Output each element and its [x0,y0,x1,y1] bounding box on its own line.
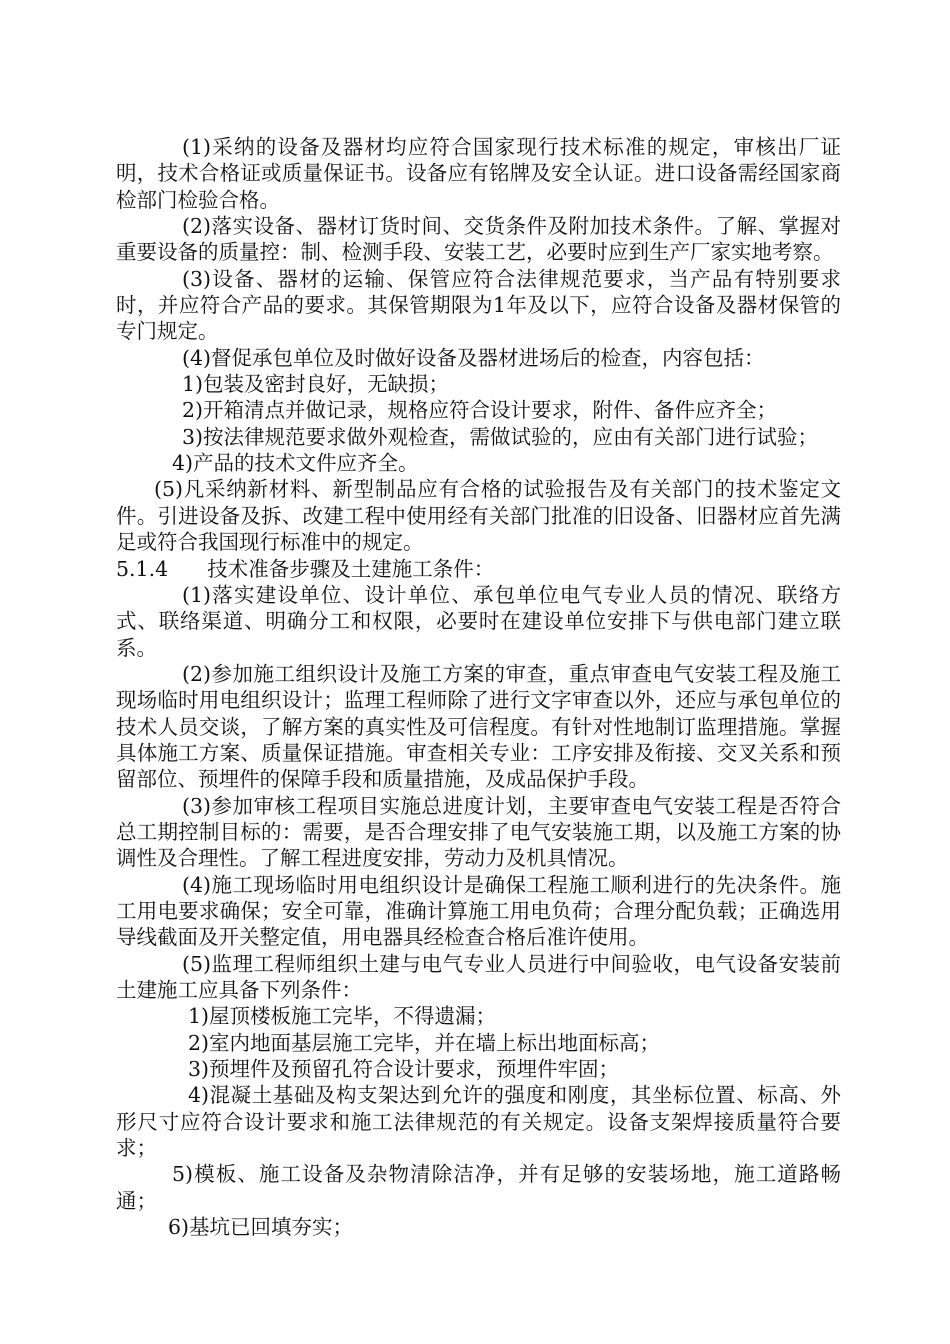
paragraph-ordering-conditions: (2)落实设备、器材订货时间、交货条件及附加技术条件。了解、掌握对重要设备的质量控：制、检测手段、安装工艺，必要时应到生产厂家实地考察。 [116,214,841,265]
list-item: 1)包装及密封良好，无缺损； [182,372,450,397]
paragraph-incoming-inspection: (4)督促承包单位及时做好设备及器材进场后的检查，内容包括： [182,345,765,370]
paragraph-schedule-review: (3)参加审核工程项目实施总进度计划，主要审查电气安装工程是否符合总工期控制目标的：需要，是否合理安排了电气安装施工期，以及施工方案的协调性及合理性。了解工程进度安排，劳动力及机具情况。 [116,793,841,871]
document-body [116,134,841,1240]
list-item: 2)开箱清点并做记录，规格应符合设计要求，附件、备件应齐全； [182,398,778,423]
list-item: 4)产品的技术文件应齐全。 [172,451,419,476]
paragraph-temporary-power: (4)施工现场临时用电组织设计是确保工程施工顺利进行的先决条件。施工用电要求确保；安全可靠，准确计算施工用电负荷；合理分配负载；正确选用导线截面及开关整定值，用电器具经检查合格后准许使用。 [116,872,841,950]
list-item: 2)室内地面基层施工完毕，并在墙上标出地面标高； [188,1030,661,1055]
paragraph-equipment-standards: (1)采纳的设备及器材均应符合国家现行技术标准的规定，审核出厂证明，技术合格证或质量保证书。设备应有铭牌及安全认证。进口设备需经国家商检部门检验合格。 [116,135,841,212]
list-item: 3)按法律规范要求做外观检查，需做试验的，应由有关部门进行试验； [182,424,819,449]
list-item: 5)模板、施工设备及杂物清除洁净，并有足够的安装场地，施工道路畅通； [116,1162,841,1213]
list-item: 6)基坑已回填夯实； [168,1215,354,1240]
section-heading: 5.1.4 技术准备步骤及土建施工条件： [116,556,495,581]
list-item: 4)混凝土基础及构支架达到允许的强度和刚度，其坐标位置、标高、外形尺寸应符合设计要求和施工法律规范的有关规定。设备支架焊接质量符合要求； [116,1083,841,1161]
paragraph-personnel-contact: (1)落实建设单位、设计单位、承包单位电气专业人员的情况、联络方式、联络渠道、明确分工和权限，必要时在建设单位安排下与供电部门建立联系。 [116,582,841,660]
paragraph-construction-plan-review: (2)参加施工组织设计及施工方案的审查，重点审查电气安装工程及施工现场临时用电组织设计；监理工程师除了进行文字审查以外，还应与承包单位的技术人员交谈，了解方案的真实性及可信程度。有针对性地制订监理措施。掌握具体施工方案、质量保证措施。审查相关专业：工序安排及衔接、交叉关系和预留部位、预埋件的保障手段和质量措施，及成品保护手段。 [116,661,841,792]
paragraph-intermediate-acceptance: (5)监理工程师组织土建与电气专业人员进行中间验收，电气设备安装前土建施工应具备下列条件： [116,951,841,1002]
paragraph-new-materials: (5)凡采纳新材料、新型制品应有合格的试验报告及有关部门的技术鉴定文件。引进设备及拆、改建工程中使用经有关部门批准的旧设备、旧器材应首先满足或符合我国现行标准中的规定。 [116,477,841,555]
paragraph-transport-storage: (3)设备、器材的运输、保管应符合法律规范要求，当产品有特别要求时，并应符合产品的要求。其保管期限为1年及以下，应符合设备及器材保管的专门规定。 [116,266,841,344]
list-item: 3)预埋件及预留孔符合设计要求，预埋件牢固； [188,1057,620,1082]
list-item: 1)屋顶楼板施工完毕，不得遗漏； [188,1004,497,1029]
